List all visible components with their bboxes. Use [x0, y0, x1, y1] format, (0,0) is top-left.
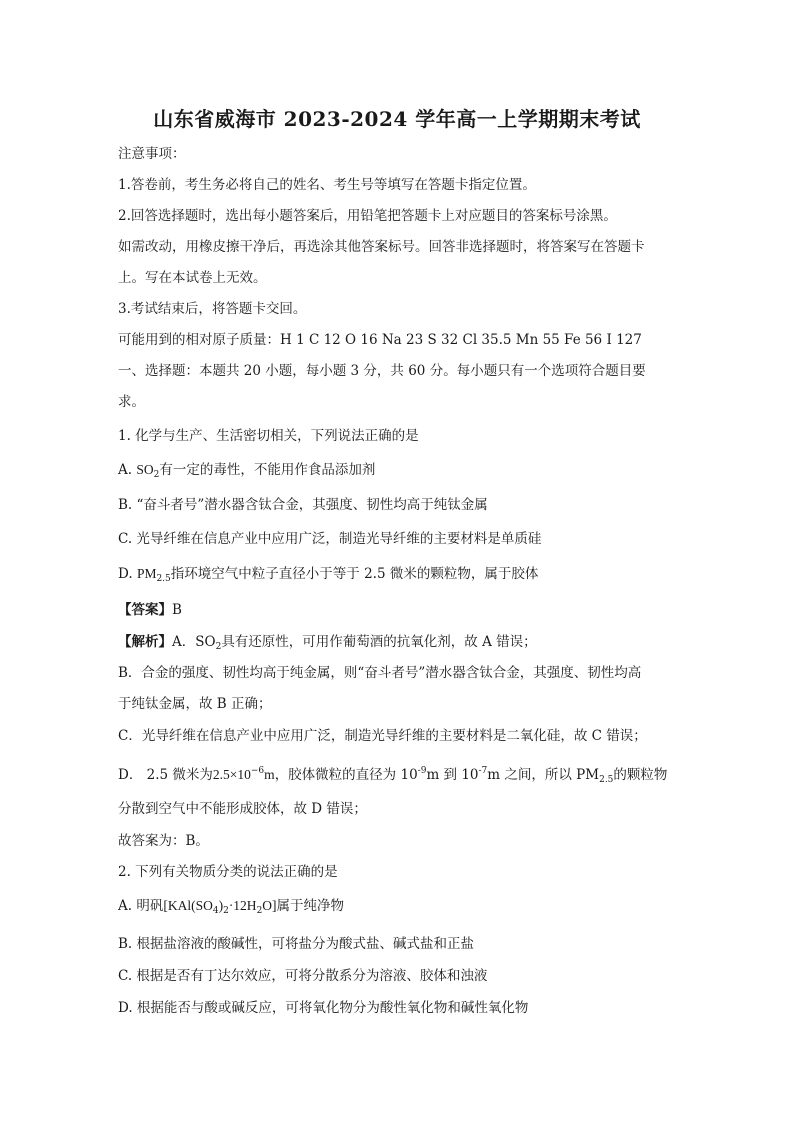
- option-label: D.: [118, 566, 137, 582]
- analysis-b: B．合金的强度、韧性均高于纯金属，则“奋斗者号”潜水器含钛合金，其强度、韧性均高: [118, 665, 642, 681]
- option-label: A. 明矾: [118, 898, 164, 914]
- formula: ): [218, 898, 224, 913]
- atomic-mass-line: 可能用到的相对原子质量：H 1 C 12 O 16 Na 23 S 32 Cl 35.5 Mn 55 Fe 56 I 127: [118, 332, 642, 348]
- analysis-text: D． 2.5 微米为: [118, 767, 213, 783]
- analysis-text: m 到 10: [426, 767, 479, 783]
- subscript: 4: [212, 906, 219, 916]
- page-title: 山东省威海市 2023-2024 学年高一上学期期末考试: [153, 107, 641, 131]
- analysis-text: A．SO: [172, 634, 216, 650]
- note-item-1: 1.答卷前，考生务必将自己的姓名、考生号等填写在答题卡指定位置。: [118, 177, 536, 193]
- formula: [KAl(SO: [163, 898, 213, 913]
- formula: 2.5×10: [212, 767, 251, 782]
- option-text: 指环境空气中粒子直径小于等于 2.5 微米的颗粒物，属于胶体: [170, 566, 539, 582]
- formula: PM: [136, 566, 157, 581]
- subscript: 2.5: [599, 775, 614, 785]
- question-1-option-a: [118, 461, 375, 484]
- unit: m: [264, 767, 275, 782]
- subscript: 2: [215, 642, 222, 652]
- section-heading: 一、选择题：本题共 20 小题，每小题 3 分，共 60 分。每小题只有一个选项符合题目要: [118, 363, 646, 379]
- note-item-2: 2.回答选择题时，选出每小题答案后，用铅笔把答题卡上对应题目的答案标号涂黑。: [118, 208, 617, 224]
- question-1-option-c: C. 光导纤维在信息产业中应用广泛，制造光导纤维的主要材料是单质硅: [118, 531, 542, 547]
- analysis-text: m 之间，所以 PM: [487, 767, 600, 783]
- section-heading-end: 求。: [118, 394, 145, 410]
- superscript: −6: [250, 766, 265, 776]
- answer-label: 【答案】: [118, 602, 172, 618]
- analysis-d: [118, 762, 667, 789]
- analysis-b-continued: 于纯钛金属，故 B 正确；: [118, 696, 272, 712]
- option-text: 有一定的毒性，不能用作食品添加剂: [159, 462, 376, 478]
- question-2-option-a: [118, 897, 344, 920]
- note-item-2-continued: 如需改动，用橡皮擦干净后，再选涂其他答案标号。回答非选择题时，将答案写在答题卡: [118, 239, 645, 255]
- question-1-answer: [118, 601, 182, 619]
- subscript: 2: [223, 906, 229, 916]
- question-2-option-d: D. 根据能否与酸或碱反应，可将氧化物分为酸性氧化物和碱性氧化物: [118, 1000, 529, 1016]
- analysis-text: 具有还原性，可用作葡萄酒的抗氧化剂，故 A 错误；: [221, 634, 537, 650]
- formula: O]: [262, 898, 277, 913]
- subscript: 2: [153, 470, 160, 480]
- question-2-option-b: B. 根据盐溶液的酸碱性，可将盐分为酸式盐、碱式盐和正盐: [118, 936, 475, 952]
- question-1-option-d: [118, 565, 538, 588]
- question-1-option-b: B. “奋斗者号”潜水器含钛合金，其强度、韧性均高于纯钛金属: [118, 497, 488, 513]
- analysis-a: [118, 633, 537, 656]
- analysis-c: C．光导纤维在信息产业中应用广泛，制造光导纤维的主要材料是二氧化硅，故 C 错误；: [118, 728, 647, 744]
- notes-heading: 注意事项：: [118, 146, 186, 162]
- question-1-stem: 1. 化学与生产、生活密切相关，下列说法正确的是: [118, 428, 419, 444]
- formula: ·12H: [228, 898, 257, 913]
- note-item-3: 3.考试结束后，将答题卡交回。: [118, 301, 307, 317]
- formula: SO: [136, 462, 154, 477]
- analysis-d-continued: 分散到空气中不能形成胶体，故 D 错误；: [118, 801, 367, 817]
- question-2-stem: 2. 下列有关物质分类的说法正确的是: [118, 864, 338, 880]
- option-label: A.: [118, 462, 137, 478]
- answer-value: B: [172, 602, 182, 618]
- analysis-label: 【解析】: [118, 634, 172, 650]
- subscript: 2: [256, 906, 263, 916]
- superscript: -9: [417, 766, 427, 776]
- option-text: 属于纯净物: [276, 898, 345, 914]
- superscript: -7: [478, 766, 488, 776]
- subscript: 2.5: [156, 574, 171, 584]
- question-2-option-c: C. 根据是否有丁达尔效应，可将分散系分为溶液、胶体和浊液: [118, 968, 488, 984]
- analysis-text: 的颗粒物: [613, 767, 668, 783]
- analysis-conclusion: 故答案为：B。: [118, 833, 209, 849]
- note-item-2-end: 上。写在本试卷上无效。: [118, 270, 267, 286]
- analysis-text: ，胶体微粒的直径为 10: [274, 767, 418, 783]
